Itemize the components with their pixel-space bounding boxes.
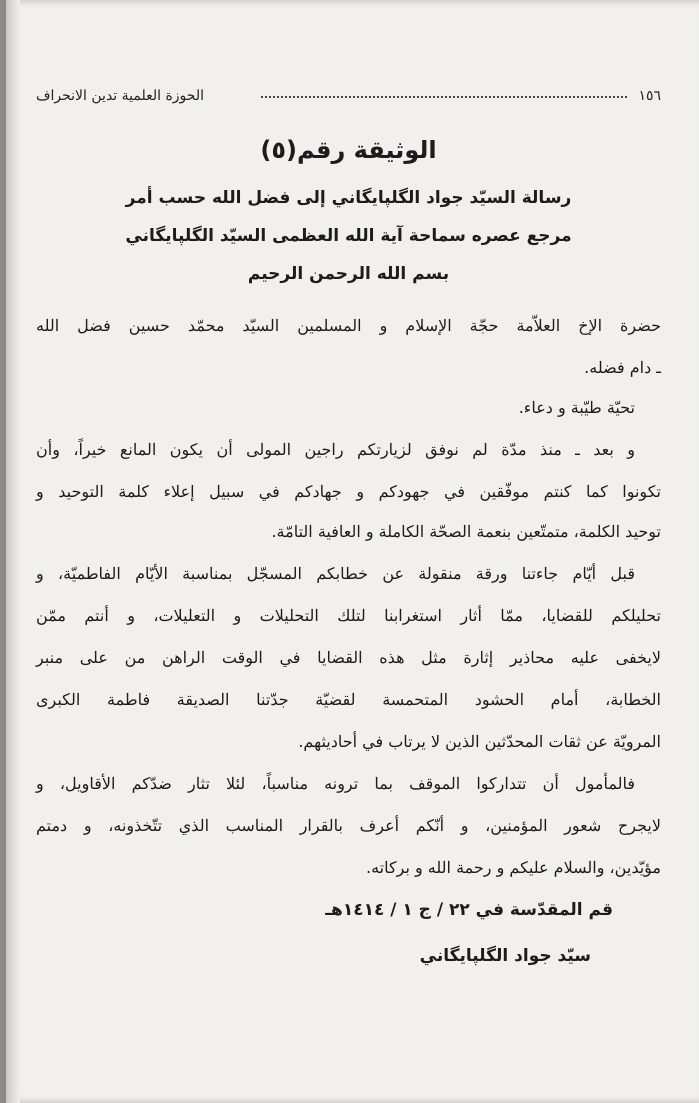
document-subtitle-line-2: مرجع عصره سماحة آية الله العظمى السيّد الگلپايگاني [125, 226, 572, 246]
body-line: حضرة الإخ العلاّمة حجّة الإسلام و المسلمين السيّد محمّد حسين فضل الله [36, 316, 662, 335]
page-number: ١٥٦ [638, 88, 661, 104]
body-line: ـ دام فضله. [584, 358, 661, 377]
body-line: تحليلكم للقضايا، ممّا أثار استغرابنا لتلك التحليلات و التعليلات، و أنتم ممّن [36, 606, 662, 625]
document-subtitle-line-1: رسالة السيّد جواد الگلپايگاني إلى فضل الله حسب أمر [125, 188, 572, 208]
body-line: تحيّة طيّبة و دعاء. [518, 398, 635, 417]
page-content [36, 0, 661, 1103]
book-page [6, 0, 699, 1103]
running-header [36, 88, 661, 110]
signature: سيّد جواد الگلپايگاني [419, 946, 591, 966]
body-line: و بعد ـ منذ مدّة لم نوفق لزيارتكم راجين المولى أن يكون المانع خيراً، وأن [36, 440, 635, 459]
body-line: تكونوا كما كنتم موفّقين في جهودكم و جهادكم في سبيل إعلاء كلمة التوحيد و [36, 482, 661, 501]
basmala: بسم الله الرحمن الرحيم [247, 264, 450, 284]
body-line: الخطابة، أمام الحشود المتحمسة لقضيّة جدّتنا الصديقة فاطمة الكبرى [36, 690, 661, 709]
document-title: الوثيقة رقم(٥) [260, 136, 437, 164]
body-line: لايجرح شعور المؤمنين، و أنّكم أعرف بالقرار المناسب الذي تتّخذونه، و دمتم [36, 816, 661, 835]
header-dotted-leader [261, 96, 627, 98]
body-line: قبل أيّام جاءتنا ورقة منقولة عن خطابكم المسجّل بمناسبة الأيّام الفاطميّة، و [36, 564, 635, 583]
running-title: الحوزة العلمية تدين الانحراف [36, 88, 204, 104]
body-line: فالمأمول أن تتداركوا الموقف بما ترونه مناسباً، لئلا تثار ضدّكم الأقاويل، و [36, 774, 635, 793]
body-line: توحيد الكلمة، متمتّعين بنعمة الصحّة الكاملة و العافية التامّة. [271, 522, 661, 541]
body-line: المرويّة عن ثقات المحدّثين الذين لا يرتاب في أحاديثهم. [298, 732, 661, 751]
page-gutter-shadow [6, 0, 20, 1103]
date-line: قم المقدّسة في ٢٢ / ج ١ / ١٤١٤هـ [325, 900, 613, 920]
body-line: لايخفى عليه محاذير إثارة مثل هذه القضايا في الوقت الراهن من على منبر [36, 648, 661, 667]
body-line: مؤيّدين، والسلام عليكم و رحمة الله و بركاته. [366, 858, 661, 877]
